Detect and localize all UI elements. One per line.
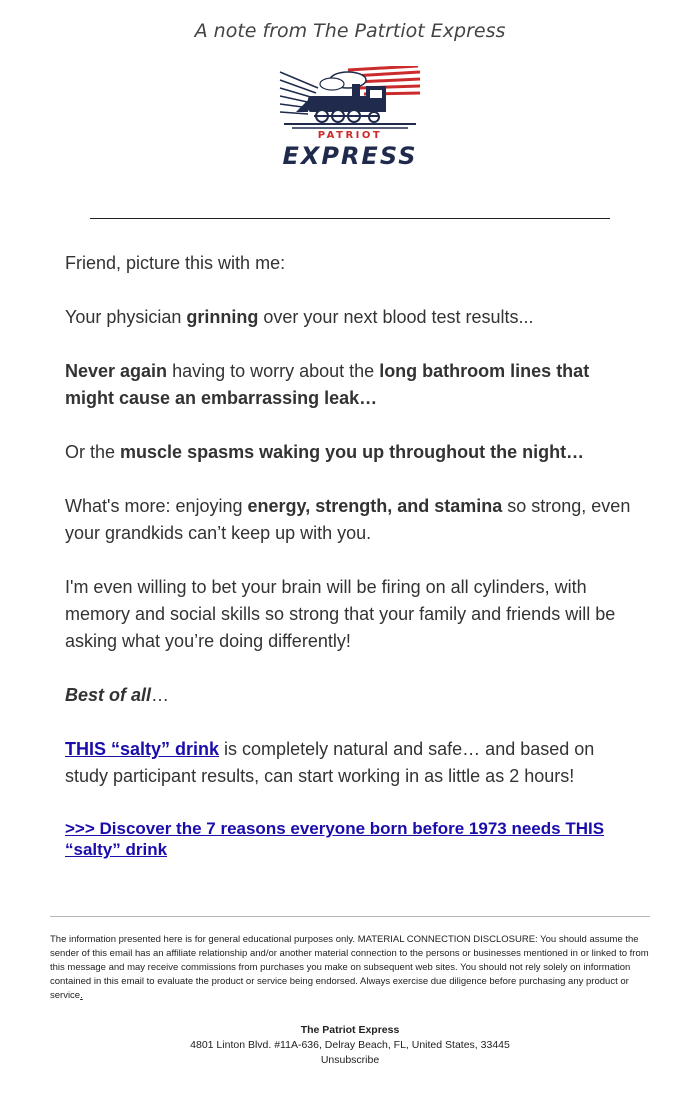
paragraph-5: What's more: enjoying energy, strength, and stamina so strong, even your grandkids can’t keep up with you. bbox=[65, 496, 631, 543]
discover-reasons-link[interactable]: >>> Discover the 7 reasons everyone born before 1973 needs THIS “salty” drink bbox=[65, 819, 605, 859]
footer-address: 4801 Linton Blvd. #11A-636, Delray Beach, FL, United States, 33445 bbox=[190, 1039, 510, 1051]
paragraph-8: THIS “salty” drink is completely natural and safe… and based on study participant results, can start working in as little as 2 hours! bbox=[65, 739, 595, 786]
cta-block bbox=[65, 818, 635, 860]
paragraph-6: I'm even willing to bet your brain will be firing on all cylinders, with memory and social skills so strong that your family and friends will be asking what you’re doing differently! bbox=[65, 577, 616, 651]
header-divider bbox=[90, 218, 610, 219]
footer bbox=[0, 1023, 700, 1068]
train-logo-graphic bbox=[278, 66, 422, 130]
footer-divider bbox=[50, 916, 650, 917]
email-body bbox=[65, 250, 635, 817]
unsubscribe-link[interactable]: Unsubscribe bbox=[320, 1054, 380, 1066]
disclaimer: The information presented here is for general educational purposes only. MATERIAL CONNECTION DISCLOSURE: You should assume the sender of this email has an affiliate relationship and/or another material connection to the persons or businesses mentioned in or linked to from this message and may receive commissions from purchases you make on subsequent web sites. You should not rely solely on information contained in this email to evaluate the product or service being endorsed. Always exercise due diligence before purchasing any product or service. bbox=[50, 934, 649, 1001]
salty-drink-link[interactable]: THIS “salty” drink bbox=[65, 739, 220, 759]
paragraph-2: Your physician grinning over your next blood test results... bbox=[65, 307, 534, 327]
logo-patriot-text: PATRIOT bbox=[317, 130, 383, 141]
logo-express-text: EXPRESS bbox=[282, 142, 418, 170]
paragraph-7: Best of all… bbox=[65, 685, 170, 705]
paragraph-1: Friend, picture this with me: bbox=[65, 253, 286, 273]
header-note: A note from The Patrtiot Express bbox=[194, 20, 506, 42]
patriot-express-logo bbox=[278, 66, 422, 172]
paragraph-4: Or the muscle spasms waking you up throughout the night… bbox=[65, 442, 585, 462]
paragraph-3: Never again having to worry about the long bathroom lines that might cause an embarrassing leak… bbox=[65, 361, 590, 408]
footer-company: The Patriot Express bbox=[300, 1024, 400, 1036]
